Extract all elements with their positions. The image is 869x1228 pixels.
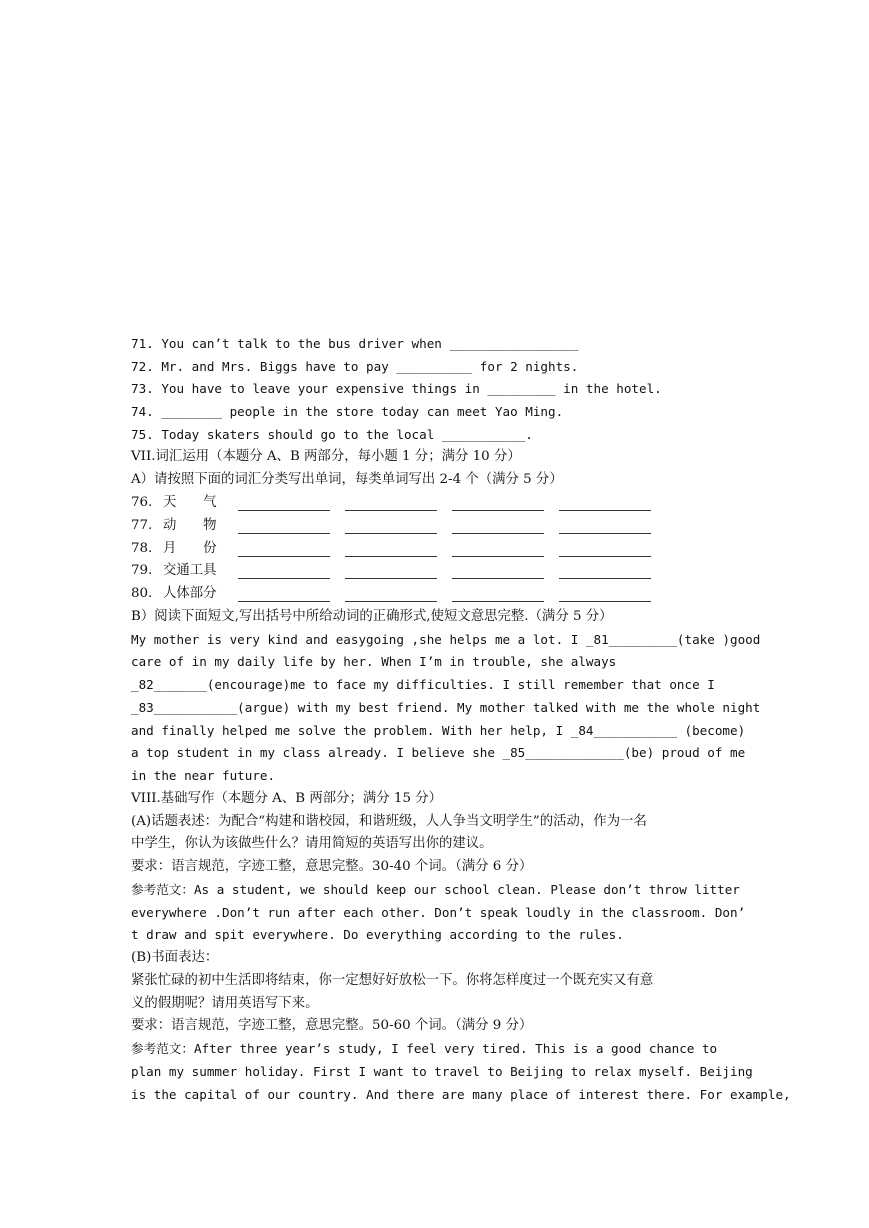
passage-line: care of in my daily life by her. When I’m in trouble, she always <box>131 654 617 669</box>
vocab-row <box>131 583 741 605</box>
vocab-number: 80. <box>131 586 153 601</box>
part-a-sample: everywhere .Don’t run after each other. Don’t speak loudly in the classroom. Don’ <box>131 905 746 920</box>
section-7-part-b: B）阅读下面短文,写出括号中所给动词的正确形式,使短文意思完整.（满分 5 分） <box>131 609 613 624</box>
answer-blank[interactable] <box>452 519 544 534</box>
part-a-requirements: 要求：语言规范，字迹工整，意思完整。30-40 个词。（满分 6 分） <box>131 859 533 874</box>
part-b-sample: 参考范文：After three year’s study, I feel very tired. This is a good chance to <box>131 1041 718 1056</box>
part-a-sample: 参考范文：As a student, we should keep our school clean. Please don’t throw litter <box>131 882 740 897</box>
answer-blank[interactable] <box>345 519 437 534</box>
vocab-number: 79. <box>131 563 153 578</box>
answer-blank[interactable] <box>238 519 330 534</box>
vocab-row <box>131 538 741 560</box>
vocab-row <box>131 515 741 537</box>
section-7-part-a: A）请按照下面的词汇分类写出单词，每类单词写出 2-4 个（满分 5 分） <box>131 472 563 487</box>
part-b-prompt: 紧张忙碌的初中生活即将结束，你一定想好好放松一下。你将怎样度过一个既充实又有意 <box>131 973 654 988</box>
answer-blank[interactable] <box>345 542 437 557</box>
vocab-category: 人体部分 <box>163 586 217 601</box>
answer-blank[interactable] <box>559 564 651 579</box>
answer-blank[interactable] <box>559 496 651 511</box>
question-72: 72. Mr. and Mrs. Biggs have to pay __________ for 2 nights. <box>131 359 579 374</box>
part-b-title: (B)书面表达： <box>131 950 219 965</box>
vocab-row <box>131 492 741 514</box>
answer-blank[interactable] <box>452 542 544 557</box>
passage-line: and finally helped me solve the problem. With her help, I _84___________ (become) <box>131 723 746 738</box>
answer-blank[interactable] <box>238 587 330 602</box>
vocab-category: 动 物 <box>163 518 217 533</box>
answer-blank[interactable] <box>452 496 544 511</box>
part-a-prompt: (A)话题表述：为配合“构建和谐校园，和谐班级，人人争当文明学生”的活动，作为一名 <box>131 814 647 829</box>
answer-blank[interactable] <box>559 587 651 602</box>
answer-blank[interactable] <box>238 564 330 579</box>
answer-blank[interactable] <box>345 587 437 602</box>
vocab-category: 交通工具 <box>163 563 217 578</box>
passage-line: in the near future. <box>131 768 276 783</box>
vocab-number: 77. <box>131 518 153 533</box>
answer-blank[interactable] <box>452 587 544 602</box>
part-a-sample: t draw and spit everywhere. Do everything according to the rules. <box>131 927 624 942</box>
answer-blank[interactable] <box>345 496 437 511</box>
vocab-row <box>131 560 741 582</box>
answer-blank[interactable] <box>452 564 544 579</box>
section-8-title: VIII.基础写作（本题分 A、B 两部分；满分 15 分） <box>131 791 443 806</box>
question-74: 74. ________ people in the store today can meet Yao Ming. <box>131 404 564 419</box>
question-71: 71. You can’t talk to the bus driver when _________________ <box>131 336 579 351</box>
answer-blank[interactable] <box>559 519 651 534</box>
part-b-prompt: 义的假期呢？请用英语写下来。 <box>131 996 319 1011</box>
vocab-number: 76. <box>131 495 153 510</box>
part-b-requirements: 要求：语言规范，字迹工整，意思完整。50-60 个词。（满分 9 分） <box>131 1018 533 1033</box>
question-73: 73. You have to leave your expensive things in _________ in the hotel. <box>131 381 662 396</box>
part-b-sample: plan my summer holiday. First I want to travel to Beijing to relax myself. Beijing <box>131 1064 753 1079</box>
part-b-sample: is the capital of our country. And there are many place of interest there. For example, <box>131 1087 791 1102</box>
passage-line: a top student in my class already. I believe she _85_____________(be) proud of me <box>131 745 746 760</box>
part-a-prompt: 中学生，你认为该做些什么？请用简短的英语写出你的建议。 <box>131 836 493 851</box>
section-7-title: VII.词汇运用（本题分 A、B 两部分，每小题 1 分；满分 10 分） <box>131 449 521 464</box>
answer-blank[interactable] <box>559 542 651 557</box>
vocab-category: 天 气 <box>163 495 217 510</box>
answer-blank[interactable] <box>238 542 330 557</box>
vocab-number: 78. <box>131 541 153 556</box>
passage-line: My mother is very kind and easygoing ,she helps me a lot. I _81_________(take )good <box>131 632 761 647</box>
passage-line: _82_______(encourage)me to face my difficulties. I still remember that once I <box>131 677 715 692</box>
answer-blank[interactable] <box>345 564 437 579</box>
answer-blank[interactable] <box>238 496 330 511</box>
vocab-category: 月 份 <box>163 541 217 556</box>
question-75: 75. Today skaters should go to the local ___________. <box>131 427 533 442</box>
passage-line: _83___________(argue) with my best friend. My mother talked with me the whole night <box>131 700 761 715</box>
